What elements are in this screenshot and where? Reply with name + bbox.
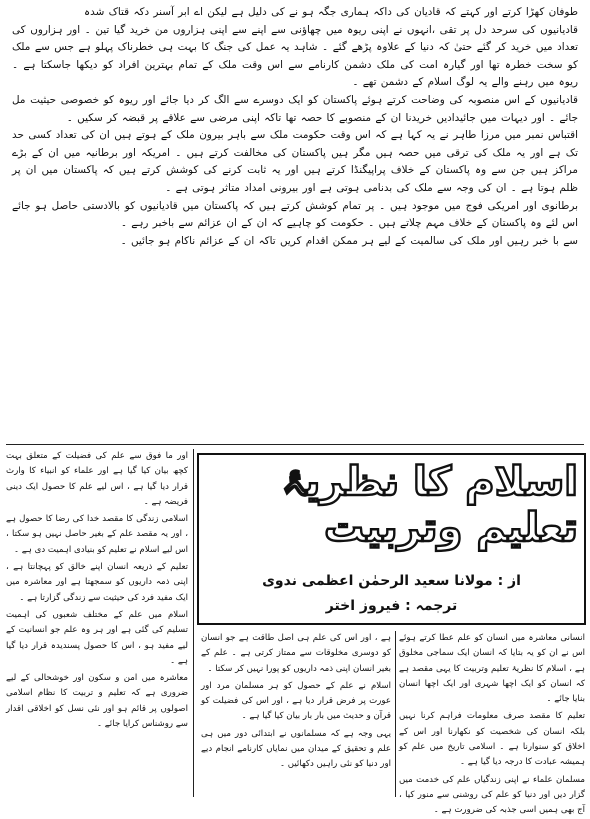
article-heading-box (197, 453, 586, 625)
article-author: از : مولانا سعید الرحمٰن اعظمی ندوی (262, 573, 521, 589)
top-paragraph: قادیانیوں کے اس منصوبہ کی وضاحت کرتے ہوئے پاکستان کو ایک دوسرے سے الگ کر دیا جائے اور ریوہ کو خصوصی حیثیت مل جائے ۔ اور دیہات میں جائیدادیں خریدنا ان کے منصوبے کا حصہ تھا تاکہ اپنی مرضی سے علاقے پر قبضہ کر سکیں ۔ (12, 93, 578, 124)
top-paragraph: برطانوی اور امریکی فوج میں موجود ہیں ۔ پر تمام کوشش کرتے ہیں کہ پاکستان میں قادیانیوں کو بالادستی حاصل ہو جائے اس لئے وہ پاکستان کے خلاف مہم چلاتے ہیں ۔ حکومت کو چاہیے کہ ان کے ان عزائم سے باخبر رہے ۔ (12, 199, 578, 230)
left-column-paragraph: معاشرہ میں امن و سکون اور خوشحالی کے لیے ضروری ہے کہ تعلیم و تربیت کا نظام اسلامی اصولوں پر قائم ہو اور نئی نسل کو اخلاقی اقدار سے روشناس کرایا جائے ۔ (6, 673, 188, 730)
right-column-paragraph: مسلمان علماء نے اپنی زندگیاں علم کی خدمت میں گزار دیں اور دنیا کو علم کی روشنی سے منور کیا ، آج بھی ہمیں اسی جذبہ کی ضرورت ہے ۔ (399, 774, 585, 816)
right-column-paragraph: تعلیم کا مقصد صرف معلومات فراہم کرنا نہیں بلکہ انسان کی شخصیت کو نکھارنا اور اس کے اخلاق کو سنوارنا ہے ۔ اسلامی تاریخ میں علم کو ہمیشہ عبادت کا درجہ دیا گیا ہے ۔ (399, 711, 585, 768)
left-column (6, 449, 188, 794)
right-column (399, 631, 585, 816)
top-paragraph: طوفان کھڑا کرتے اور کہتے کہ قادیان کی داکہ ہماری جگہ ہو نے کی دلیل ہے لیکن اے ابر آسنر دکہ قتاک شدہ (84, 6, 578, 18)
article-title: اسلام کا نظریۂ تعلیم وتربیت (281, 459, 578, 551)
middle-column-paragraph: اسلام نے علم کے حصول کو ہر مسلمان مرد اور عورت پر فرض قرار دیا ہے ، اور اس کی فضیلت کو قرآن و حدیث میں بار بار بیان کیا گیا ہے ۔ (201, 680, 391, 722)
section-divider (6, 444, 584, 445)
left-column-paragraph: تعلیم کے ذریعہ انسان اپنے خالق کو پہچانتا ہے ، اپنی ذمہ داریوں کو سمجھتا ہے اور معاشرہ میں ایک مفید فرد کی حیثیت سے زندگی گزارتا ہے ۔ (6, 562, 188, 603)
right-column-paragraph: انسانی معاشرہ میں انسان کو علم عطا کرتے ہوئے اس نے ان کو یہ بتایا کہ انسان ایک سماجی مخلوق ہے ، اسلام کا نظریۂ تعلیم وتربیت کا یہی مقصد ہے کہ انسان کو ایک اچھا شہری اور ایک اچھا انسان بنایا جائے ۔ (399, 633, 585, 705)
top-article (12, 4, 578, 442)
column-divider (193, 449, 194, 797)
middle-column (201, 631, 391, 796)
column-divider (395, 631, 396, 797)
middle-column-paragraph: یہی وجہ ہے کہ مسلمانوں نے ابتدائی دور میں ہی علم و تحقیق کے میدان میں نمایاں کارنامے انجام دیے اور دنیا کو نئی راہیں دکھائیں ۔ (201, 728, 391, 770)
middle-column-paragraph: ہے ، اور اس کی علم ہی اصل طاقت ہے جو انسان کو دوسری مخلوقات سے ممتاز کرتی ہے ۔ علم کے بغیر انسان اپنی ذمہ داریوں کو پورا نہیں کر سکتا ۔ (201, 633, 391, 674)
top-paragraph: سے با خبر رہیں اور ملک کی سالمیت کے لیے ہر ممکن اقدام کریں تاکہ ان کے عزائم ناکام ہو جائیں ۔ (120, 234, 578, 247)
left-column-paragraph: اسلام میں علم کے مختلف شعبوں کی اہمیت تسلیم کی گئی ہے اور ہر وہ علم جو انسانیت کے لیے مفید ہو ، اس کا حصول پسندیدہ قرار دیا گیا ہے ۔ (6, 609, 188, 666)
left-column-paragraph: اسلامی زندگی کا مقصد خدا کی رضا کا حصول ہے ، اور یہ مقصد علم کے بغیر حاصل نہیں ہو سکتا ، اس لیے اسلام نے تعلیم کو بنیادی اہمیت دی ہے ۔ (6, 514, 188, 555)
top-paragraph: اقتباس نمبر میں مرزا طاہر نے یہ کہا ہے کہ اس وقت حکومت ملک سے باہر بیرون ملک کے ہوتے ہیں ان کی تعداد کسی حد تک ہے اور یہ ملک کی ترقی میں حصہ ہیں مگر ہیں پاکستان کی مخالفت کرتے ہیں ۔ امریکہ اور برطانیہ میں ان کے بڑے مراکز ہیں جن سے وہ پاکستان کے خلاف پراپیگنڈا کرتے ہیں اور یہ ثابت کرنے کی کوشش کرتے ہیں کہ پاکستان میں ان پر ظلم ہوتا ہے ۔ ان کی وجہ سے ملک کی بدنامی ہوتی ہے اور بیرونی امداد متاثر ہوتی ہے ۔ (12, 129, 578, 194)
article-translator: ترجمہ : فیروز اختر (325, 598, 458, 614)
left-column-paragraph: اور ما فوق سے علم کی فضیلت کے متعلق بہت کچھ بیان کیا گیا ہے اور علماء کو انبیاء کا وارث قرار دیا گیا ہے ، اس لیے علم کا حصول ایک دینی فریضہ ہے ۔ (6, 451, 188, 507)
top-paragraph: قادیانیوں کی سرحد دل پر تقی ،انہوں نے اپنی ریوہ میں چھاؤنی سے اپنے سے اپنی ہزاروں من خرید گیا تین ۔ اور ہزاروں کی تعداد میں خرید کر گئے حتیٰ کہ دنیا کے علاوہ پڑھے گئے ۔ شاہد یہ عمل کی جنگ کا بہت ہی خطرناک پہلو ہے جس سے ملک کو سخت خطرہ تھا اور گیارہ امت کی ملک دشمن کارنامے سے اس وقت ملک کے تمام بہترین افراد کو دیکھا جاسکتا ہے ۔ ریوہ میں رہنے والے یہ لوگ اسلام کے دشمن تھے ۔ (12, 23, 578, 89)
